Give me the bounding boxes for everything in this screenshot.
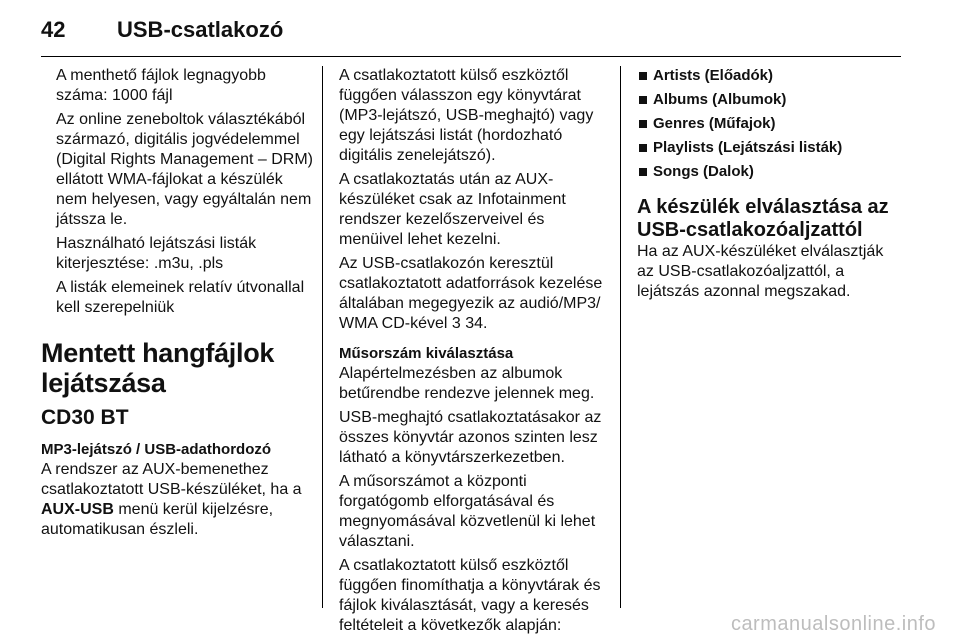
page-reference-arrow-icon: 3 <box>451 315 461 332</box>
subheading-cd30: CD30 BT <box>41 406 129 429</box>
page-number: 42 <box>41 17 66 42</box>
paragraph-disconnect: Ha az AUX-készüléket elválasztják az USB-csatlakozóaljzattól, a lejátszás azonnal megszakad. <box>637 243 884 300</box>
paragraph-usb-drive: USB-meghajtó csatlakoztatásakor az összes könyvtár azonos szinten lesz látható a könyvtárszerkezetben. <box>339 409 602 466</box>
bullet-square-icon <box>639 96 647 104</box>
column-2 <box>339 66 607 640</box>
column-divider-2 <box>620 66 621 608</box>
paragraph-alphabetical: Alapértelmezésben az albumok betűrendbe rendezve jelennek meg. <box>339 365 595 402</box>
paragraph-rotary-knob: A műsorszámot a központi forgatógomb elforgatásával és megnyomásával közvetlenül ki lehet választani. <box>339 473 596 550</box>
search-criteria-list <box>637 66 895 182</box>
paragraph-playlists: Használható lejátszási listák kiterjesztése: .m3u, .pls <box>56 235 257 272</box>
subheading-mp3-usb: MP3-lejátszó / USB-adathordozó <box>41 441 272 458</box>
list-item: Artists (Előadók) <box>637 66 895 86</box>
paragraph-controls: A csatlakoztatás után az AUX-készüléket csak az Infotainment rendszer kezelőszerveivel és menüivel lehet kezelni. <box>339 171 566 248</box>
column-3 <box>637 66 895 306</box>
bullet-square-icon <box>639 72 647 80</box>
paragraph-relative-path: A listák elemeinek relatív útvonallal kell szerepelniük <box>56 279 305 316</box>
bullet-square-icon <box>639 120 647 128</box>
section-heading-playback: Mentett hangfájlok lejátszása <box>41 338 275 398</box>
aux-usb-menu-label: AUX-USB <box>41 501 114 518</box>
bullet-square-icon <box>639 144 647 152</box>
watermark: carmanualsonline.info <box>730 613 936 635</box>
column-1 <box>41 66 313 544</box>
paragraph-refine-selection: A csatlakoztatott külső eszköztől függően finomíthatja a könyvtárak és fájlok kiválasztását, vagy a keresés feltételeit a következők alapján: <box>339 557 601 634</box>
column-divider-1 <box>322 66 323 608</box>
subheading-track-selection: Műsorszám kiválasztása <box>339 345 514 362</box>
list-item: Songs (Dalok) <box>637 162 895 182</box>
paragraph-select-directory: A csatlakoztatott külső eszköztől függően válasszon egy könyvtárat (MP3-lejátszó, USB-meghajtó) vagy egy lejátszási listát (hordozható digitális zenelejátszó). <box>339 67 594 164</box>
subheading-disconnect: A készülék elválasztása az USB-csatlakozóaljzattól <box>637 196 889 241</box>
paragraph-drm: Az online zeneboltok választékából származó, digitális jogvédelemmel (Digital Rights Management – DRM) ellátott WMA-fájlokat a készülék nem helyesen, vagy egyáltalán nem játssza le. <box>56 111 313 228</box>
list-item: Albums (Albumok) <box>637 90 895 110</box>
list-item: Genres (Műfajok) <box>637 114 895 134</box>
header-divider <box>41 56 901 57</box>
paragraph-usb-sources: Az USB-csatlakozón keresztül csatlakoztatott adatforrások kezelése általában megegyezik az audió/MP3/ WMA CD-kével 3 34. <box>339 255 603 332</box>
page-header <box>41 10 283 50</box>
paragraph-max-files: A menthető fájlok legnagyobb száma: 1000 fájl <box>56 67 266 104</box>
bullet-square-icon <box>639 168 647 176</box>
list-item: Playlists (Lejátszási listák) <box>637 138 895 158</box>
page-title: USB-csatlakozó <box>117 17 284 42</box>
paragraph-aux-usb: A rendszer az AUX-bemenethez csatlakoztatott USB-készüléket, ha a AUX-USB menü kerül kijelzésre, automatikusan észleli. <box>41 461 302 538</box>
